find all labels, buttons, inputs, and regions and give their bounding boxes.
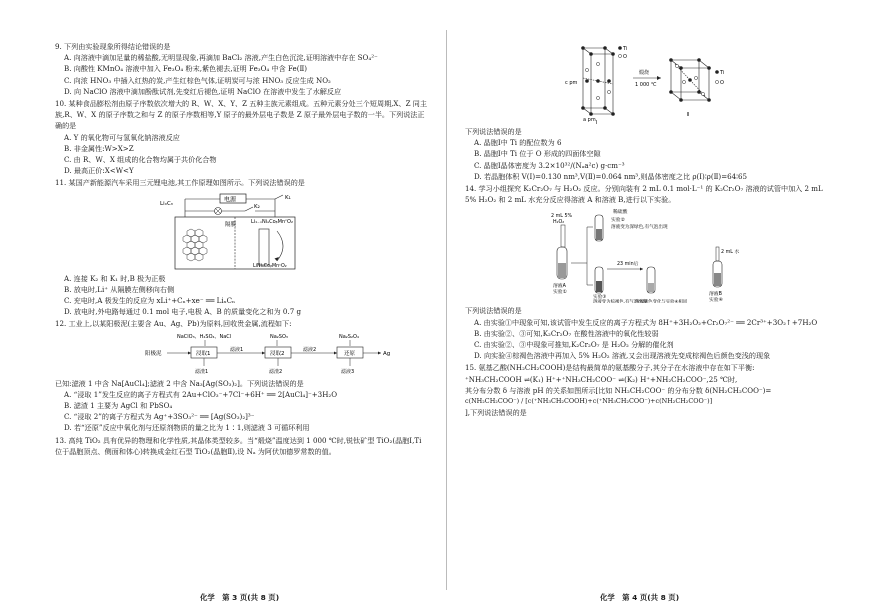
dropper-icon — [561, 225, 565, 247]
q10-option-d: D. 最高正价:X<W<Y — [64, 166, 134, 176]
question-10-stem: 10. 某种食品膨松剂由原子序数依次增大的 R、W、X、Y、Z 五种主族元素组成。五种元素分处三个短周期,X、Z 同主族,R、W、X 的原子序数之和与 Z 的原子序数相等,Y 原子的最外层电子数是 Z 原子最外层电子数的一半。下列说法正确的是 — [55, 99, 427, 131]
q9-option-c: C. 向浓 HNO₃ 中插入红热的炭,产生红棕色气体,证明炭可与浓 HNO₃ 反应生成 NO₂ — [64, 75, 331, 85]
question-14-stem: 14. 学习小组探究 K₂Cr₂O₇ 与 H₂O₂ 反应。分别向装有 2 mL 0.1 mol·L⁻¹ 的 K₂Cr₂O₇ 溶液的试管中加入 2 mL 5% H₂O₂ 和 2 mL 水充分反应得溶液 A 和溶液 B,进行以下实验。 — [465, 184, 823, 205]
question-11-stem: 11. 某国产新能源汽车采用三元锂电池,其工作原理如图所示。下列说法错误的是 — [55, 178, 305, 188]
solution-b-label: 溶液B — [709, 292, 722, 298]
a-dimension-label: a pm — [583, 117, 596, 123]
ti-legend: Ti — [623, 46, 628, 52]
question-9-stem: 9. 下列由实验现象所得结论错误的是 — [55, 42, 171, 51]
start-material-label: 阳极泥 — [145, 350, 162, 357]
experiment-3-result: 溶液变为棕褐色,有气泡出现 — [593, 300, 648, 304]
q14-option-d: D. 向实验④棕褐色溶液中再加入 5% H₂O₂ 溶液,又会出现溶液先变成棕褐色后颜色变浅的现象 — [474, 351, 771, 361]
q13-option-c: C. 晶胞Ⅰ晶体密度为 3.2×10³²/(Nₐa²c) g·cm⁻³ — [474, 160, 625, 170]
question-12-stem: 12. 工业上,以某阳极泥(主要含 Au、Ag、Pb)为原料,回收贵金属,流程如下: — [55, 319, 292, 329]
experiment-3b-result: 溶液颜色变化与实验④相同 — [635, 300, 688, 304]
q12-option-b: B. 滤渣 1 主要为 AgCl 和 PbSO₄ — [64, 401, 173, 411]
page-footer-right: 化学 第 4 页(共 8 页) — [600, 593, 680, 602]
water-label: 2 mL 水 — [721, 250, 740, 256]
q9-option-b: B. 向酸性 KMnO₄ 溶液中加入 Fe₃O₄ 粉末,紫色褪去,证明 Fe₃O₄ 中含 Fe(Ⅱ) — [64, 64, 308, 74]
experiment-4-label: 实验④ — [709, 298, 723, 304]
q15-fraction: c(NH₂CH₂COO⁻) / [c(⁺NH₃CH₂COOH)+c(⁺NH₃CH₂COO⁻)+c(NH₂CH₂COO⁻)] — [465, 397, 713, 406]
experiment-2-label: 实验② — [611, 218, 625, 224]
q13-lead: 下列说法错误的是 — [465, 127, 522, 136]
question-15-stem: 15. 氨基乙酸(NH₂CH₂COOH)是结构最简单的氨基酸分子,其分子在水溶液中存在如下平衡: — [465, 363, 755, 373]
q10-option-b: B. 非金属性:W>X>Z — [64, 143, 134, 153]
filtrate-2-label: 滤液2 — [303, 346, 317, 353]
filtrate-3-label: 滤液3 — [341, 368, 355, 375]
q14-option-b: B. 由实验②、③可知,K₂Cr₂O₇ 在酸性溶液中的氧化性较弱 — [474, 328, 659, 338]
c-dimension-label: c pm — [565, 80, 578, 86]
q15-equilibrium: ⁺NH₃CH₂COOH ⇌(K₁) H⁺+⁺NH₃CH₂COO⁻ ⇌(K₂) H⁺+NH₂CH₂COO⁻,25 ℃时, — [465, 374, 738, 384]
page-footer-left: 化学 第 3 页(共 8 页) — [200, 593, 280, 602]
power-source-label: 电源 — [224, 196, 237, 204]
calcination-label: 煅烧 — [639, 70, 650, 76]
column-divider — [446, 30, 447, 590]
step-leach-2: 浸取2 — [270, 350, 285, 357]
q13-option-b: B. 晶胞Ⅰ中 Ti 位于 O 形成的四面体空隙 — [474, 149, 601, 159]
reagent-2-label: Na₂SO₃ — [270, 333, 288, 340]
ti-legend-ii: Ti — [720, 70, 725, 76]
cathode-discharged-label: LiNiₐCoᵦMnᶜO₂ — [253, 263, 287, 269]
q9-option-d: D. 向 NaClO 溶液中滴加酚酞试剂,先变红后褪色,证明 NaClO 在溶液中发生了水解反应 — [64, 86, 342, 96]
separator-label: 隔膜 — [225, 221, 237, 228]
temperature-label: 1 000 ℃ — [635, 82, 657, 88]
q9-option-a: A. 向溶液中滴加足量的稀盐酸,无明显现象,再滴加 BaCl₂ 溶液,产生白色沉淀,证明溶液中存在 SO₄²⁻ — [64, 53, 378, 63]
experiment-1-label: 实验① — [553, 290, 567, 296]
lic-label: LiₓCₙ — [160, 200, 174, 207]
q10-option-c: C. 由 R、W、X 组成的化合物均属于共价化合物 — [64, 155, 217, 165]
experiment-2-result: 溶液变为深绿色,有气泡出现 — [611, 225, 668, 231]
q12-option-c: C. “浸取 2”的离子方程式为 Ag⁺+3SO₃²⁻ ══ [Ag(SO₃)₂]³⁻ — [64, 412, 255, 422]
q11-option-d: D. 放电时,外电路每通过 0.1 mol 电子,电极 A、B 的质量变化之和为 0.7 g — [64, 307, 302, 317]
cathode-label: Li₁₋ₓNiₐCoᵦMnᶜO₂ — [251, 218, 293, 225]
graphite-electrode-icon — [183, 229, 207, 261]
q12-option-d: D. 若“还原”反应中氧化剂与还原剂物质的量之比为 1∶1,则滤液 3 可循环利用 — [64, 423, 310, 433]
q14-option-c: C. 由实验②、③中现象可推知,K₂Cr₂O₇ 是 H₂O₂ 分解的催化剂 — [474, 340, 674, 350]
q13-option-d: D. 若晶胞体积 V(Ⅰ)=0.130 nm³,V(Ⅱ)=0.064 nm³,则晶体密度之比 ρ(Ⅰ)∶ρ(Ⅱ)=64∶65 — [474, 171, 748, 181]
q14-option-a: A. 由实验①中现象可知,该试管中发生反应的离子方程式为 8H⁺+3H₂O₂+Cr₂O₇²⁻ ══ 2Cr³⁺+3O₂↑+7H₂O — [474, 317, 818, 327]
o-legend-ii: O — [720, 80, 724, 86]
question-13-stem: 13. 高纯 TiO₂ 具有优异的物理和化学性质,其晶体类型较多。当“煅烧”温度达到 1 000 ℃时,锐钛矿型 TiO₂(晶胞Ⅰ,Ti 位于晶胞顶点、侧面和体心)转换成金红石型 TiO₂(晶胞Ⅱ),设 Nₐ 为阿伏加德罗常数的值。 — [55, 435, 422, 456]
cell-ii-label: Ⅱ — [687, 112, 690, 118]
q11-option-c: C. 充电时,A 极发生的反应为 xLi⁺+Cₙ+xe⁻ ══ LiₓCₙ — [64, 296, 236, 306]
residue-1-label: 滤渣1 — [195, 368, 209, 375]
reagent-1-label: NaClO₃、H₂SO₄、NaCl — [177, 333, 232, 340]
filtrate-1-label: 滤液1 — [230, 346, 244, 353]
reagent-3-label: Na₂S₂O₄ — [339, 333, 359, 340]
q14-lead: 下列说法错误的是 — [465, 306, 522, 316]
q11-option-a: A. 连接 K₂ 和 K₁ 时,B 极为正极 — [64, 273, 166, 283]
q11-option-b: B. 放电时,Li⁺ 从隔膜左侧移向右侧 — [64, 284, 175, 294]
right-column — [465, 40, 835, 418]
h2o2-label: H₂O₂ — [553, 220, 565, 226]
step-leach-1: 浸取1 — [196, 350, 211, 357]
step-reduce: 还原 — [344, 350, 356, 357]
k1-label: K₁ — [285, 194, 291, 201]
product-label: Ag — [383, 350, 391, 357]
cell-i-label: Ⅰ — [596, 120, 598, 124]
ti-atoms — [581, 46, 615, 116]
process-flow-diagram — [55, 332, 427, 376]
q13-option-a: A. 晶胞Ⅰ中 Ti 的配位数为 6 — [474, 138, 562, 148]
k2-label: K₂ — [254, 203, 260, 210]
solution-a-label: 溶液A — [553, 284, 566, 290]
q12-known-info: 已知:滤液 1 中含 Na[AuCl₄];滤液 2 中含 Na₃[Ag(SO₃)₂]。下列说法错误的是 — [55, 378, 304, 388]
q15-tail: ],下列说法错误的是 — [465, 408, 527, 418]
experiment-3-label: 实验③ — [593, 295, 607, 301]
h2o2-volume-label: 2 mL 5% — [551, 214, 573, 220]
battery-diagram — [55, 191, 427, 271]
wait-time-label: 23 min后 — [617, 262, 639, 268]
residue-2-label: 滤渣2 — [269, 368, 283, 375]
q10-option-a: A. Y 的氧化物可与氢氧化钠溶液反应 — [64, 132, 180, 142]
crystal-cell-diagram — [465, 42, 835, 124]
dropper-b-icon — [716, 247, 719, 261]
acid-label: 稀硫酸 — [613, 210, 628, 216]
left-column — [55, 40, 427, 457]
q12-option-a: A. “浸取 1”发生反应的离子方程式有 2Au+ClO₃⁻+7Cl⁻+6H⁺ ══ 2[AuCl₄]⁻+3H₂O — [64, 389, 338, 399]
experiment-diagram — [465, 207, 835, 303]
o-legend: O — [623, 54, 627, 60]
q15-distribution: 其分布分数 δ 与溶液 pH 的关系如图所示[比如 NH₂CH₂COO⁻ 的分布分数 δ(NH₂CH₂COO⁻)= — [465, 385, 772, 395]
